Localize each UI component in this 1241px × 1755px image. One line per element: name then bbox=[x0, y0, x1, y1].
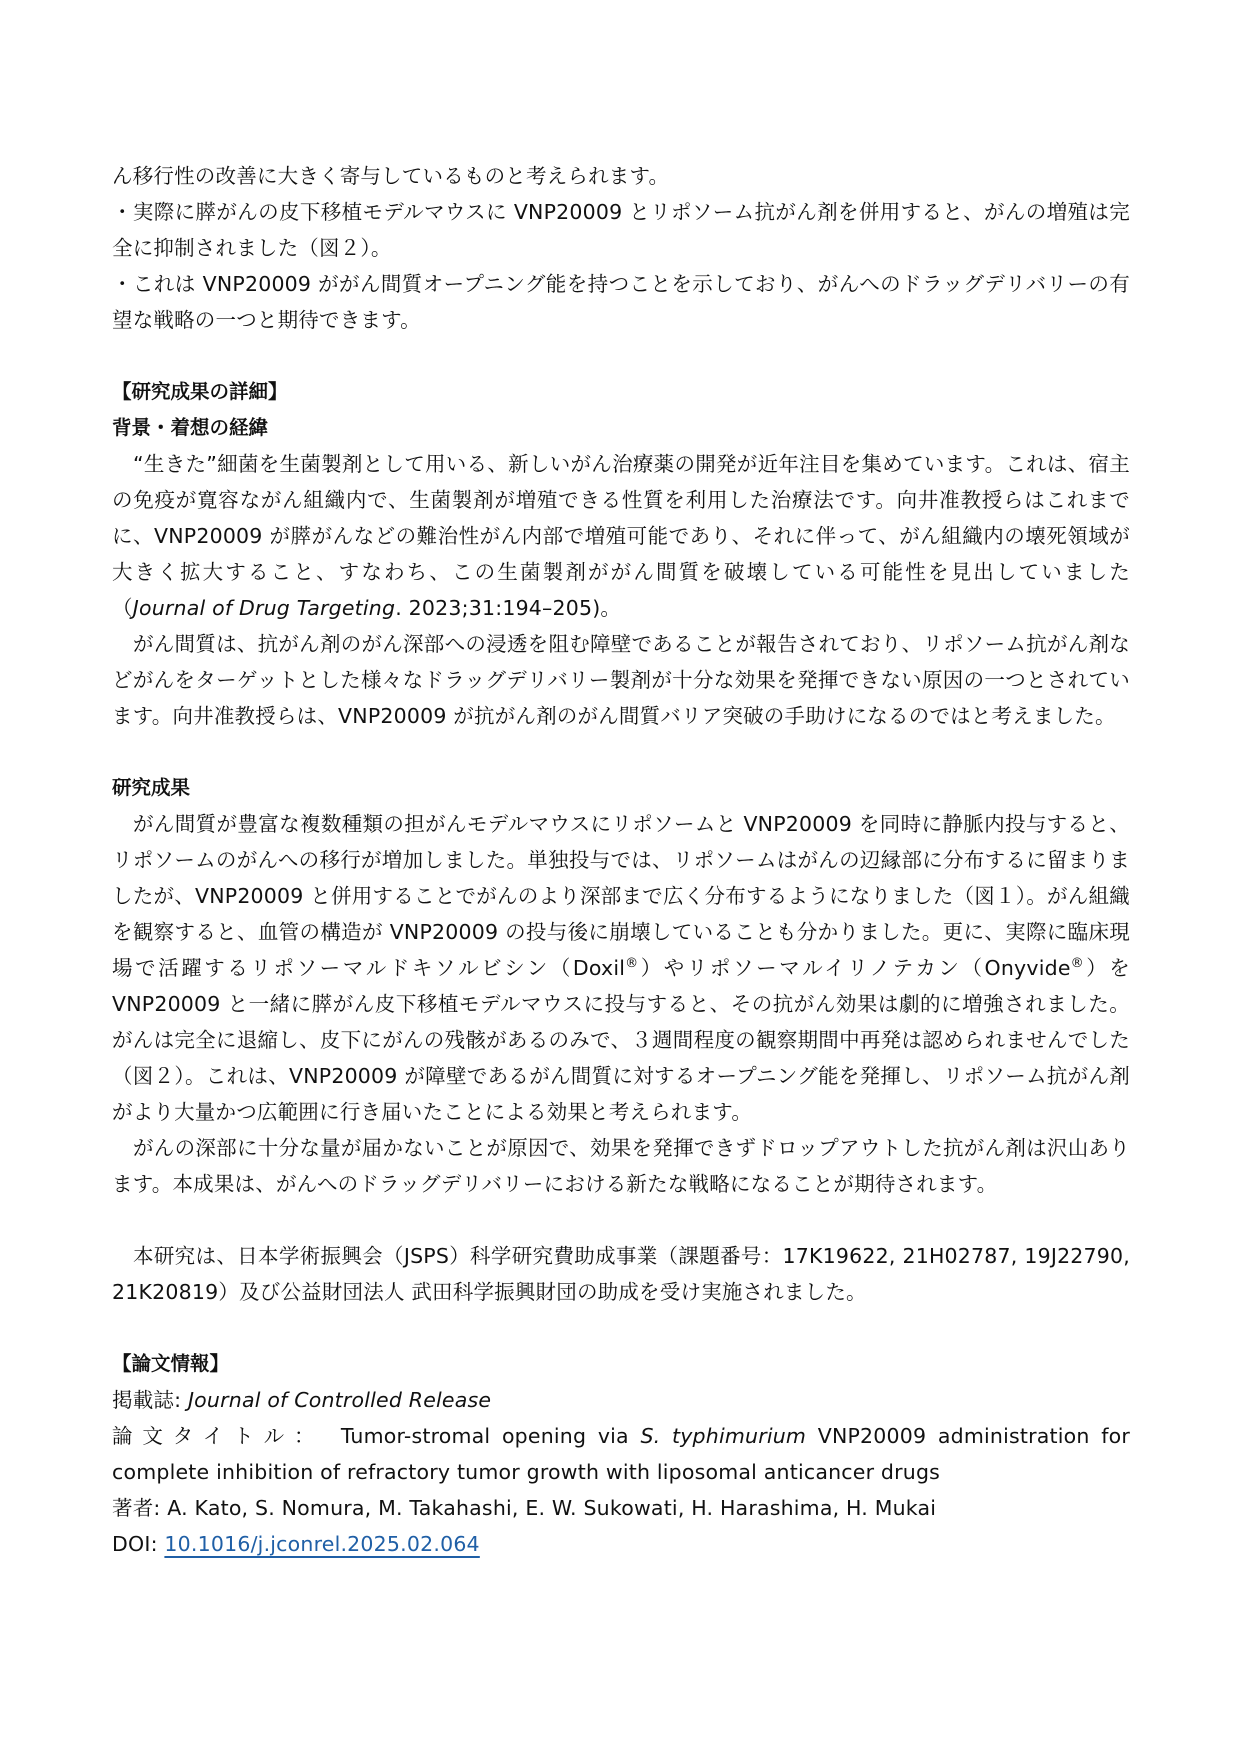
registered-mark: ® bbox=[1070, 956, 1084, 972]
intro-paragraph-1: ん移行性の改善に大きく寄与しているものと考えられます。 bbox=[112, 164, 670, 188]
results-paragraph-2: がんの深部に十分な量が届かないことが原因で、効果を発揮できずドロップアウトした抗がん剤は沢山あります。本成果は、がんへのドラッグデリバリーにおける新たな戦略になることが期待されます。 bbox=[112, 1136, 1130, 1196]
paper-title-b: VNP20009 administration for complete inhibition of refractory tumor growth with liposomal anticancer drugs bbox=[112, 1424, 1130, 1484]
subheading-background: 背景・着想の経緯 bbox=[112, 416, 269, 439]
section-heading-details: 【研究成果の詳細】 bbox=[112, 380, 288, 403]
spacer bbox=[112, 338, 1130, 374]
background-text: “生きた”細菌を生菌製剤として用いる、新しいがん治療薬の開発が近年注目を集めています。これは、宿主の免疫が寛容ながん組織内で、生菌製剤が増殖できる性質を利用した治療法です。向井准教授らはこれまでに、VNP20009 が膵がんなどの難治性がん内部で増殖可能であり、それに伴って、がん組織内の壊死領域が大きく拡大すること、すなわち、この生菌製剤ががん間質を破壊している可能性を見出していました（ bbox=[112, 452, 1130, 620]
journal-label: 掲載誌: bbox=[112, 1388, 188, 1412]
document-page bbox=[112, 158, 1130, 1562]
intro-bullet-1: ・実際に膵がんの皮下移植モデルマウスに VNP20009 とリポソーム抗がん剤を併用すると、がんの増殖は完全に抑制されました（図２）。 bbox=[112, 200, 1130, 260]
results-text-a: がん間質が豊富な複数種類の担がんモデルマウスにリポソームと VNP20009 を同時に静脈内投与すると、リポソームのがんへの移行が増加しました。単独投与では、リポソームはがんの辺縁部に分布するに留まりましたが、VNP20009 と併用することでがんのより深部まで広く分布するようになりました（図１）。がん組織を観察すると、血管の構造が VNP20009 の投与後に崩壊していることも分かりました。更に、実際に臨床現場で活躍するリポソーマルドキソルビシン（Doxil bbox=[112, 812, 1130, 980]
title-line bbox=[112, 1418, 1130, 1490]
journal-line bbox=[112, 1382, 1130, 1418]
spacer bbox=[112, 1202, 1130, 1238]
authors-list: A. Kato, S. Nomura, M. Takahashi, E. W. Sukowati, H. Harashima, H. Mukai bbox=[167, 1496, 937, 1520]
authors-label: 著者: bbox=[112, 1496, 168, 1520]
results-paragraph-1 bbox=[112, 806, 1130, 1130]
spacer bbox=[112, 1310, 1130, 1346]
journal-citation: Journal of Drug Targeting bbox=[132, 596, 396, 620]
intro-bullet-2: ・これは VNP20009 ががん間質オープニング能を持つことを示しており、がんへのドラッグデリバリーの有望な戦略の一つと期待できます。 bbox=[112, 272, 1130, 332]
background-paragraph-1 bbox=[112, 446, 1130, 626]
section-heading-paper-info: 【論文情報】 bbox=[112, 1352, 230, 1375]
paper-title-a: Tumor-stromal opening via bbox=[340, 1424, 641, 1448]
results-text-c: ）を VNP20009 と一緒に膵がん皮下移植モデルマウスに投与すると、その抗がん効果は劇的に増強されました。がんは完全に退縮し、皮下にがんの残骸があるのみで、３週間程度の観察期間中再発は認められませんでした（図２）。これは、VNP20009 が障壁であるがん間質に対するオープニング能を発揮し、リポソーム抗がん剤がより大量かつ広範囲に行き届いたことによる効果と考えられます。 bbox=[112, 956, 1131, 1124]
doi-link[interactable]: 10.1016/j.jconrel.2025.02.064 bbox=[164, 1532, 480, 1556]
doi-line bbox=[112, 1526, 1130, 1562]
paper-title-species: S. typhimurium bbox=[640, 1424, 807, 1448]
subheading-results: 研究成果 bbox=[112, 776, 191, 799]
results-text-b: ）やリポソーマルイリノテカン（Onyvide bbox=[638, 956, 1071, 980]
registered-mark: ® bbox=[625, 956, 639, 972]
spacer bbox=[112, 734, 1130, 770]
funding-paragraph: 本研究は、日本学術振興会（JSPS）科学研究費助成事業（課題番号：17K19622, 21H02787, 19J22790, 21K20819）及び公益財団法人 武田科学振興財団の助成を受け実施されました。 bbox=[112, 1244, 1130, 1304]
background-paragraph-2: がん間質は、抗がん剤のがん深部への浸透を阻む障壁であることが報告されており、リポソーム抗がん剤などがんをターゲットとした様々なドラッグデリバリー製剤が十分な効果を発揮できない原因の一つとされています。向井准教授らは、VNP20009 が抗がん剤のがん間質バリア突破の手助けになるのではと考えました。 bbox=[112, 632, 1130, 728]
authors-line bbox=[112, 1490, 1130, 1526]
citation-details: . 2023;31:194–205)。 bbox=[395, 596, 622, 620]
journal-name: Journal of Controlled Release bbox=[187, 1388, 492, 1412]
title-label: 論文タイトル： bbox=[112, 1424, 341, 1448]
doi-label: DOI: bbox=[112, 1532, 165, 1556]
